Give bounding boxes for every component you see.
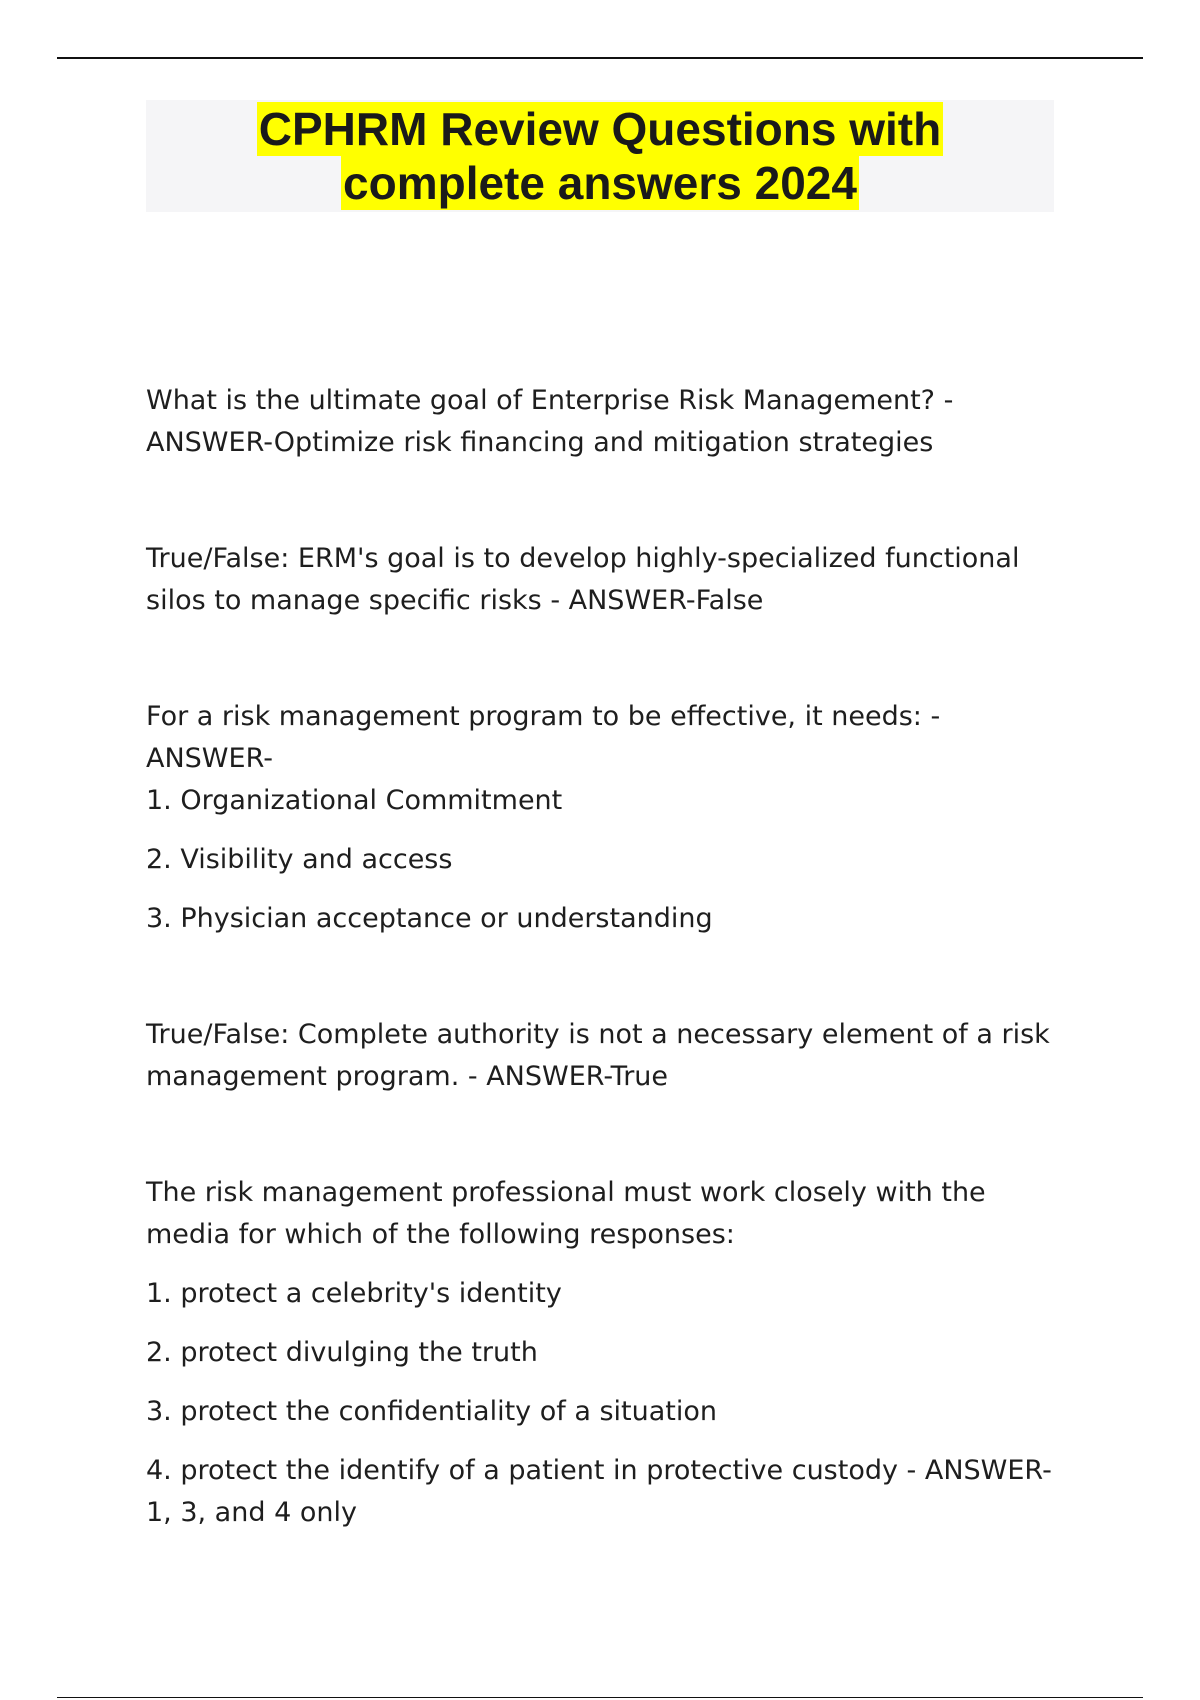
qa-text: True/False: ERM's goal is to develop highly-specialized functional silos to manage specific risks - ANSWER-False [146,543,1020,616]
qa-list-item: 2. protect divulging the truth [146,1337,538,1368]
qa-text: What is the ultimate goal of Enterprise Risk Management? - ANSWER-Optimize risk financing and mitigation strategies [146,385,954,458]
qa-list-item: 4. protect the identify of a patient in protective custody - ANSWER-1, 3, and 4 only [146,1455,1052,1528]
qa-list-item: 3. protect the confidentiality of a situation [146,1396,718,1427]
page-title-line-1: CPHRM Review Questions with [258,103,942,155]
qa-item-3 [146,696,1066,940]
qa-intro: The risk management professional must work closely with the media for which of the following responses: [146,1177,986,1250]
page-title-line-2: complete answers 2024 [343,157,857,209]
title-block [146,100,1054,212]
qa-list-item: 2. Visibility and access [146,844,453,875]
qa-item-2 [146,538,1066,622]
qa-list-item: 1. Organizational Commitment [146,785,563,816]
qa-list-item: 3. Physician acceptance or understanding [146,903,713,934]
qa-text: True/False: Complete authority is not a necessary element of a risk management program. - ANSWER-True [146,1019,1050,1092]
qa-item-4 [146,1014,1066,1098]
qa-item-5 [146,1172,1066,1534]
qa-item-1 [146,380,1066,464]
qa-list [146,380,1066,1534]
bottom-rule [57,1697,1143,1698]
qa-intro: For a risk management program to be effective, it needs: - ANSWER- [146,701,941,774]
top-rule [57,57,1143,59]
qa-list-item: 1. protect a celebrity's identity [146,1278,562,1309]
